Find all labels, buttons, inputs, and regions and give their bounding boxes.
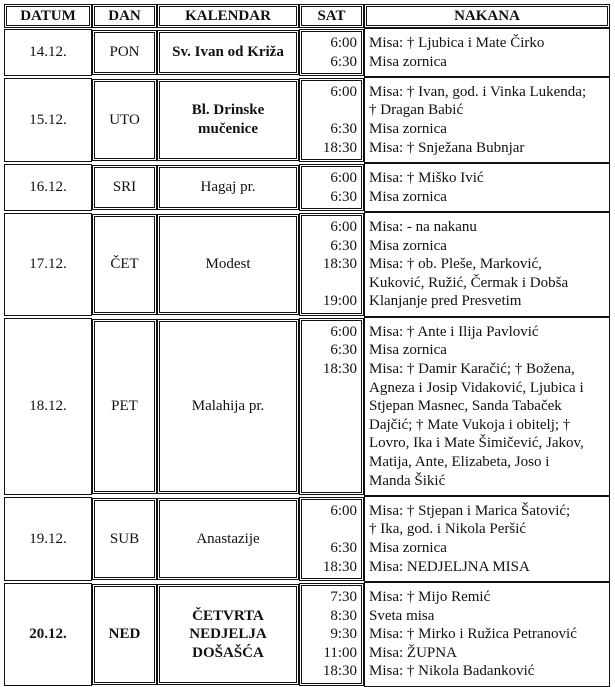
intention-text: Misa zornica [369,53,447,70]
intention-text: Misa: † Ivan, god. i Vinka Lukenda; [369,83,587,100]
schedule-row [4,317,610,496]
intention-text: † Dragan Babić [369,102,464,119]
nakana-box [364,212,610,317]
time-text [302,274,357,293]
datum-cell [4,496,92,582]
header-datum: DATUM [4,4,92,28]
intention-text: Misa: † Damir Karačić; † Božena, [369,361,575,378]
nakana-cell [364,77,610,163]
intention-text: Klanjanje pred Presvetim [369,293,522,310]
time-text [302,397,357,416]
intention-text: Misa: † Stjepan i Marica Šatović; [369,502,571,519]
sat-lines [302,586,357,683]
kalendar-cell [157,28,299,77]
nakana-box [364,77,610,163]
dan-box [94,216,155,313]
intention-text: Misa zornica [369,237,447,254]
kalendar-cell [157,212,299,317]
datum-cell [4,163,92,212]
kalendar-text: Sv. Ivan od Križa [172,44,284,61]
kalendar-text: Malahija pr. [191,398,265,415]
nakana-lines [369,583,609,686]
time-text [302,472,357,491]
nakana-box [364,582,610,687]
sat-cell [299,163,364,212]
time-text: 19:00 [322,293,357,310]
intention-text: Misa: † Miško Ivić [369,169,484,186]
time-text: 6:30 [330,121,357,137]
time-text [302,379,357,398]
nakana-lines [369,29,609,76]
time-text: 18:30 [322,663,357,680]
dan-cell [92,317,157,496]
kalendar-box [159,167,297,208]
time-text: 6:00 [330,219,357,236]
nakana-lines [369,213,609,316]
time-text: 6:00 [330,169,357,186]
nakana-cell [364,28,610,77]
datum-box [4,29,92,76]
schedule-row [4,496,610,582]
header-nakana: NAKANA [364,4,610,28]
datum-text: 16.12. [29,179,67,196]
sat-lines [302,216,357,313]
intention-text: Dajčić; † Mate Vukoja i obitelj; † [369,416,571,433]
time-text: 7:30 [330,589,357,606]
dan-box [94,81,155,159]
nakana-cell [364,317,610,496]
time-text: 8:30 [330,607,357,624]
time-text [302,520,357,539]
time-text: 6:30 [330,342,357,359]
datum-box [4,583,92,686]
time-text: 18:30 [322,256,357,273]
nakana-lines [369,497,609,581]
dan-cell [92,496,157,582]
dan-text: NED [108,626,141,643]
dan-box [94,586,155,683]
sat-box [301,320,362,493]
dan-cell [92,212,157,317]
datum-cell [4,582,92,687]
datum-text: 20.12. [29,626,67,643]
nakana-cell [364,496,610,582]
nakana-cell [364,212,610,317]
intention-text: Misa zornica [369,188,447,205]
nakana-lines [369,164,609,211]
schedule-container [4,4,610,687]
kalendar-cell [157,163,299,212]
schedule-row [4,212,610,317]
nakana-cell [364,163,610,212]
intention-text: Stjepan Masnec, Sanda Tabaček [369,398,562,415]
intention-text: Misa: † Nikola Badanković [369,663,535,680]
intention-text: Misa: † Ljubica i Mate Čirko [369,34,545,51]
intention-text: Kuković, Ružić, Čermak i Dobša [369,274,569,291]
time-text: 18:30 [322,139,357,156]
datum-text: 17.12. [29,256,67,273]
schedule-body [4,28,610,687]
intention-text: Misa: † ob. Pleše, Marković, [369,256,542,273]
datum-text: 19.12. [29,530,67,547]
intention-text: Misa: † Mirko i Ružica Petranović [369,626,577,643]
intention-text: Matija, Ante, Elizabeta, Joso i [369,453,550,470]
datum-box [4,213,92,316]
nakana-box [364,28,610,77]
dan-box [94,32,155,73]
dan-box [94,500,155,578]
sat-box [301,585,362,684]
kalendar-box [159,32,297,73]
kalendar-text: Modest [205,256,251,273]
kalendar-text: NEDJELJA [189,626,267,643]
time-text: 6:30 [330,53,357,70]
kalendar-box [159,500,297,578]
nakana-lines [369,78,609,162]
time-text [302,434,357,453]
intention-text: Manda Šikić [369,472,446,489]
intention-text: † Ika, god. i Nikola Peršić [369,521,527,538]
kalendar-cell [157,317,299,496]
datum-box [4,318,92,495]
header-dan: DAN [92,4,157,28]
time-text: 6:00 [330,502,357,519]
sat-box [301,166,362,209]
kalendar-cell [157,582,299,687]
time-text: 6:30 [330,237,357,254]
dan-cell [92,582,157,687]
dan-text: PET [111,398,138,415]
time-text: 6:00 [330,323,357,340]
nakana-cell [364,582,610,687]
time-text [302,101,357,120]
dan-text: UTO [109,111,140,128]
datum-cell [4,28,92,77]
sat-lines [302,321,357,492]
sat-cell [299,582,364,687]
dan-cell [92,28,157,77]
sat-cell [299,77,364,163]
sat-cell [299,317,364,496]
sat-box [301,499,362,579]
kalendar-box [159,586,297,683]
mass-schedule-table [4,4,610,687]
intention-text: Misa: NEDJELJNA MISA [369,558,530,575]
dan-text: PON [109,44,140,61]
sat-box [301,215,362,314]
intention-text: Sveta misa [369,607,435,624]
header-row [4,4,610,28]
nakana-box [364,163,610,212]
intention-text: Misa: - na nakanu [369,219,477,236]
datum-cell [4,77,92,163]
sat-box [301,31,362,74]
datum-cell [4,212,92,317]
datum-box [4,497,92,581]
schedule-row [4,77,610,163]
intention-text: Misa: † Snježana Bubnjar [369,139,525,156]
nakana-lines [369,318,609,495]
sat-lines [302,32,357,73]
intention-text: Lovro, Ika i Mate Šimičević, Jakov, [369,435,584,452]
kalendar-box [159,81,297,159]
header-kalendar: KALENDAR [157,4,299,28]
intention-text: Misa: ŽUPNA [369,644,457,661]
time-text [302,453,357,472]
dan-cell [92,163,157,212]
kalendar-text: Hagaj pr. [200,179,256,196]
dan-cell [92,77,157,163]
intention-text: Misa zornica [369,342,447,359]
datum-text: 18.12. [29,398,67,415]
sat-box [301,80,362,160]
kalendar-cell [157,77,299,163]
time-text: 11:00 [323,644,357,661]
datum-cell [4,317,92,496]
dan-text: SRI [112,179,137,196]
kalendar-text: ČETVRTA [192,607,264,624]
time-text: 6:00 [330,83,357,100]
intention-text: Misa: † Ante i Ilija Pavlović [369,323,539,340]
header-sat: SAT [299,4,364,28]
nakana-box [364,496,610,582]
sat-cell [299,212,364,317]
time-text [302,416,357,435]
sat-lines [302,500,357,578]
dan-text: SUB [109,530,140,547]
sat-lines [302,167,357,208]
datum-text: 14.12. [29,44,67,61]
schedule-row [4,28,610,77]
nakana-box [364,317,610,496]
time-text: 6:30 [330,188,357,205]
kalendar-box [159,321,297,492]
schedule-row [4,163,610,212]
datum-box [4,78,92,162]
schedule-row [4,582,610,687]
sat-lines [302,81,357,159]
time-text: 6:00 [330,34,357,51]
dan-box [94,167,155,208]
sat-cell [299,496,364,582]
kalendar-text: Bl. Drinske [191,102,265,119]
intention-text: Agneza i Josip Vidaković, Ljubica i [369,379,584,396]
time-text: 18:30 [322,558,357,575]
time-text: 18:30 [322,361,357,378]
kalendar-text: mučenice [198,121,258,137]
sat-cell [299,28,364,77]
time-text: 6:30 [330,540,357,556]
kalendar-cell [157,496,299,582]
dan-text: ČET [110,256,139,273]
datum-text: 15.12. [29,111,67,128]
dan-box [94,321,155,492]
time-text: 9:30 [330,626,357,643]
intention-text: Misa zornica [369,540,447,556]
kalendar-text: Anastazije [196,530,260,547]
intention-text: Misa zornica [369,121,447,137]
intention-text: Misa: † Mijo Remić [369,589,491,606]
kalendar-text: DOŠAŠĆA [192,644,264,661]
kalendar-box [159,216,297,313]
datum-box [4,164,92,211]
